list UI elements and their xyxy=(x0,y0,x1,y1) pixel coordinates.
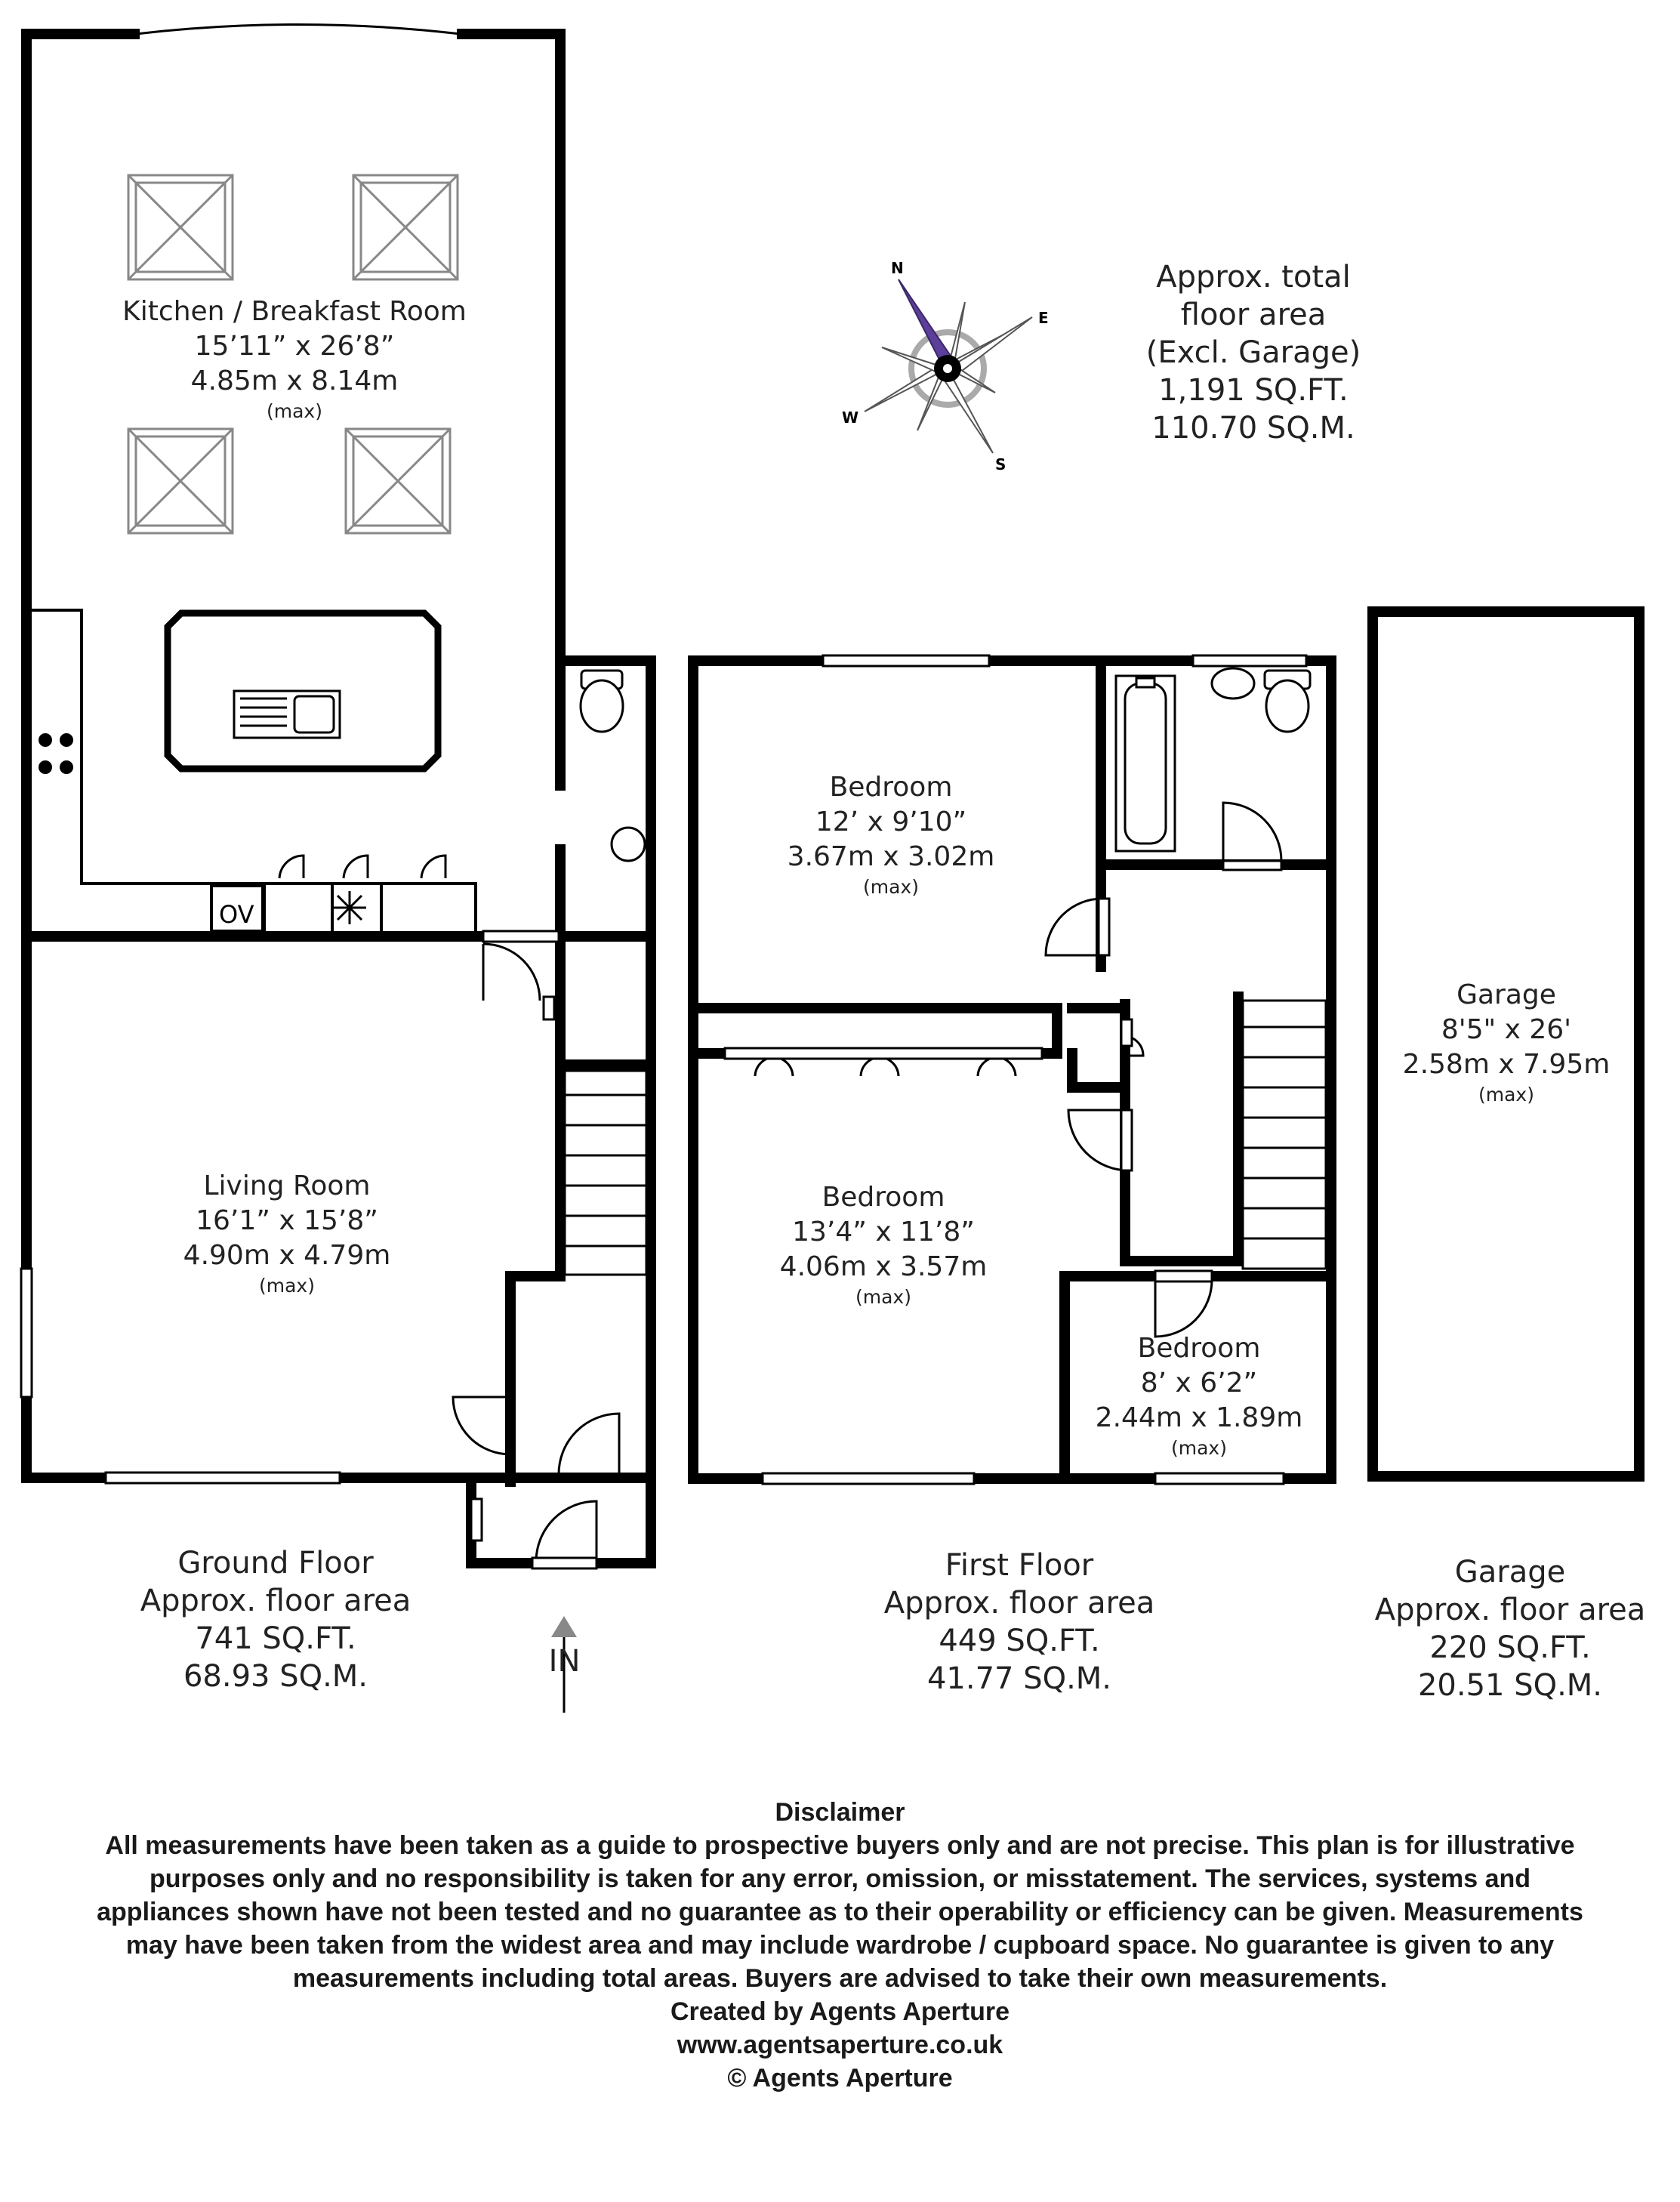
floor-sqm: 41.77 SQ.M. xyxy=(926,1661,1112,1696)
room-imperial: 8'5" x 26' xyxy=(1441,1014,1572,1045)
room-note: (max) xyxy=(855,1286,911,1308)
room-metric: 3.67m x 3.02m xyxy=(787,841,995,872)
first-toilet-icon xyxy=(1212,668,1310,732)
first-floor-area xyxy=(853,1547,1185,1698)
kitchen-label xyxy=(83,295,506,424)
total-area-block xyxy=(1087,258,1420,447)
floor-sqft: 220 SQ.FT. xyxy=(1429,1630,1591,1665)
floor-title: Ground Floor xyxy=(177,1546,374,1581)
bifold-door-top xyxy=(136,25,461,35)
room-note: (max) xyxy=(1478,1084,1534,1106)
compass-w: W xyxy=(842,409,859,427)
floor-label: Approx. floor area xyxy=(140,1584,412,1618)
disclaimer-block xyxy=(91,1796,1589,2095)
floor-sqft: 449 SQ.FT. xyxy=(939,1624,1100,1658)
fridge-snowflake-icon xyxy=(333,891,366,924)
oven-label: OV xyxy=(219,900,254,929)
room-metric: 2.44m x 1.89m xyxy=(1095,1402,1303,1433)
room-metric: 2.58m x 7.95m xyxy=(1402,1049,1611,1080)
total-line2: floor area xyxy=(1180,298,1327,332)
room-imperial: 8’ x 6’2” xyxy=(1140,1368,1258,1399)
room-note: (max) xyxy=(1171,1437,1227,1459)
bath-icon xyxy=(1116,676,1175,851)
compass-e: E xyxy=(1038,309,1049,327)
living-room-label xyxy=(76,1169,498,1299)
room-metric: 4.90m x 4.79m xyxy=(183,1240,391,1271)
basin-icon xyxy=(612,828,645,861)
hob-icon xyxy=(39,733,73,774)
entrance-text: IN xyxy=(548,1644,581,1679)
room-name: Bedroom xyxy=(822,1182,945,1213)
floor-title: Garage xyxy=(1454,1555,1566,1590)
floor-sqft: 741 SQ.FT. xyxy=(195,1621,356,1656)
floor-sqm: 20.51 SQ.M. xyxy=(1417,1668,1603,1703)
disclaimer-text: All measurements have been taken as a guide to prospective buyers only and are not precise. This plan is for illustrative purposes only and no responsibility is taken for any error, omission, or misstatement. The services, systems and appliances shown have not been tested and no guarantee as to their operability or efficiency can be given. Measurements may have been taken from the widest area and may include wardrobe / cupboard space. No guarantee is given to any measurements including total areas. Buyers are advised to take their own measurements. xyxy=(97,1831,1583,1993)
compass-n: N xyxy=(891,259,904,277)
toilet-icon xyxy=(581,671,623,732)
bedroom-3-label xyxy=(1071,1331,1327,1461)
room-metric: 4.06m x 3.57m xyxy=(779,1251,988,1282)
garage-floor-area xyxy=(1352,1553,1669,1704)
room-name: Kitchen / Breakfast Room xyxy=(122,296,467,327)
disclaimer-copyright: © Agents Aperture xyxy=(727,2064,953,2093)
disclaimer-created: Created by Agents Aperture xyxy=(670,1997,1010,2026)
room-note: (max) xyxy=(267,400,322,422)
entrance-label xyxy=(529,1642,600,1680)
total-line3: (Excl. Garage) xyxy=(1145,335,1361,370)
ground-stairs xyxy=(565,1071,646,1275)
room-name: Bedroom xyxy=(829,772,953,803)
disclaimer-title: Disclaimer xyxy=(775,1798,905,1827)
room-imperial: 12’ x 9’10” xyxy=(815,806,967,837)
total-sqft: 1,191 SQ.FT. xyxy=(1158,373,1349,408)
floor-label: Approx. floor area xyxy=(1374,1593,1646,1627)
ground-floor-walls xyxy=(26,34,651,1563)
room-imperial: 16’1” x 15’8” xyxy=(196,1205,378,1236)
room-note: (max) xyxy=(259,1275,315,1297)
room-name: Garage xyxy=(1457,979,1556,1010)
total-line1: Approx. total xyxy=(1156,260,1351,295)
first-stairs xyxy=(1243,1001,1326,1269)
compass-icon xyxy=(842,259,1049,473)
room-name: Living Room xyxy=(203,1170,371,1201)
garage-label xyxy=(1382,978,1631,1108)
disclaimer-url[interactable]: www.agentsaperture.co.uk xyxy=(677,2031,1003,2059)
compass-s: S xyxy=(995,455,1006,473)
total-sqm: 110.70 SQ.M. xyxy=(1151,411,1355,446)
floor-title: First Floor xyxy=(945,1548,1094,1583)
room-metric: 4.85m x 8.14m xyxy=(190,365,399,396)
room-note: (max) xyxy=(863,876,919,898)
floor-sqm: 68.93 SQ.M. xyxy=(183,1659,368,1694)
bedroom-2-label xyxy=(702,1180,1065,1310)
sink-icon xyxy=(234,691,340,738)
room-imperial: 15’11” x 26’8” xyxy=(194,331,395,362)
room-imperial: 13’4” x 11’8” xyxy=(792,1217,975,1247)
ground-floor-area xyxy=(113,1544,438,1695)
bedroom-1-label xyxy=(710,770,1072,900)
room-name: Bedroom xyxy=(1137,1333,1261,1364)
floor-label: Approx. floor area xyxy=(883,1586,1155,1621)
